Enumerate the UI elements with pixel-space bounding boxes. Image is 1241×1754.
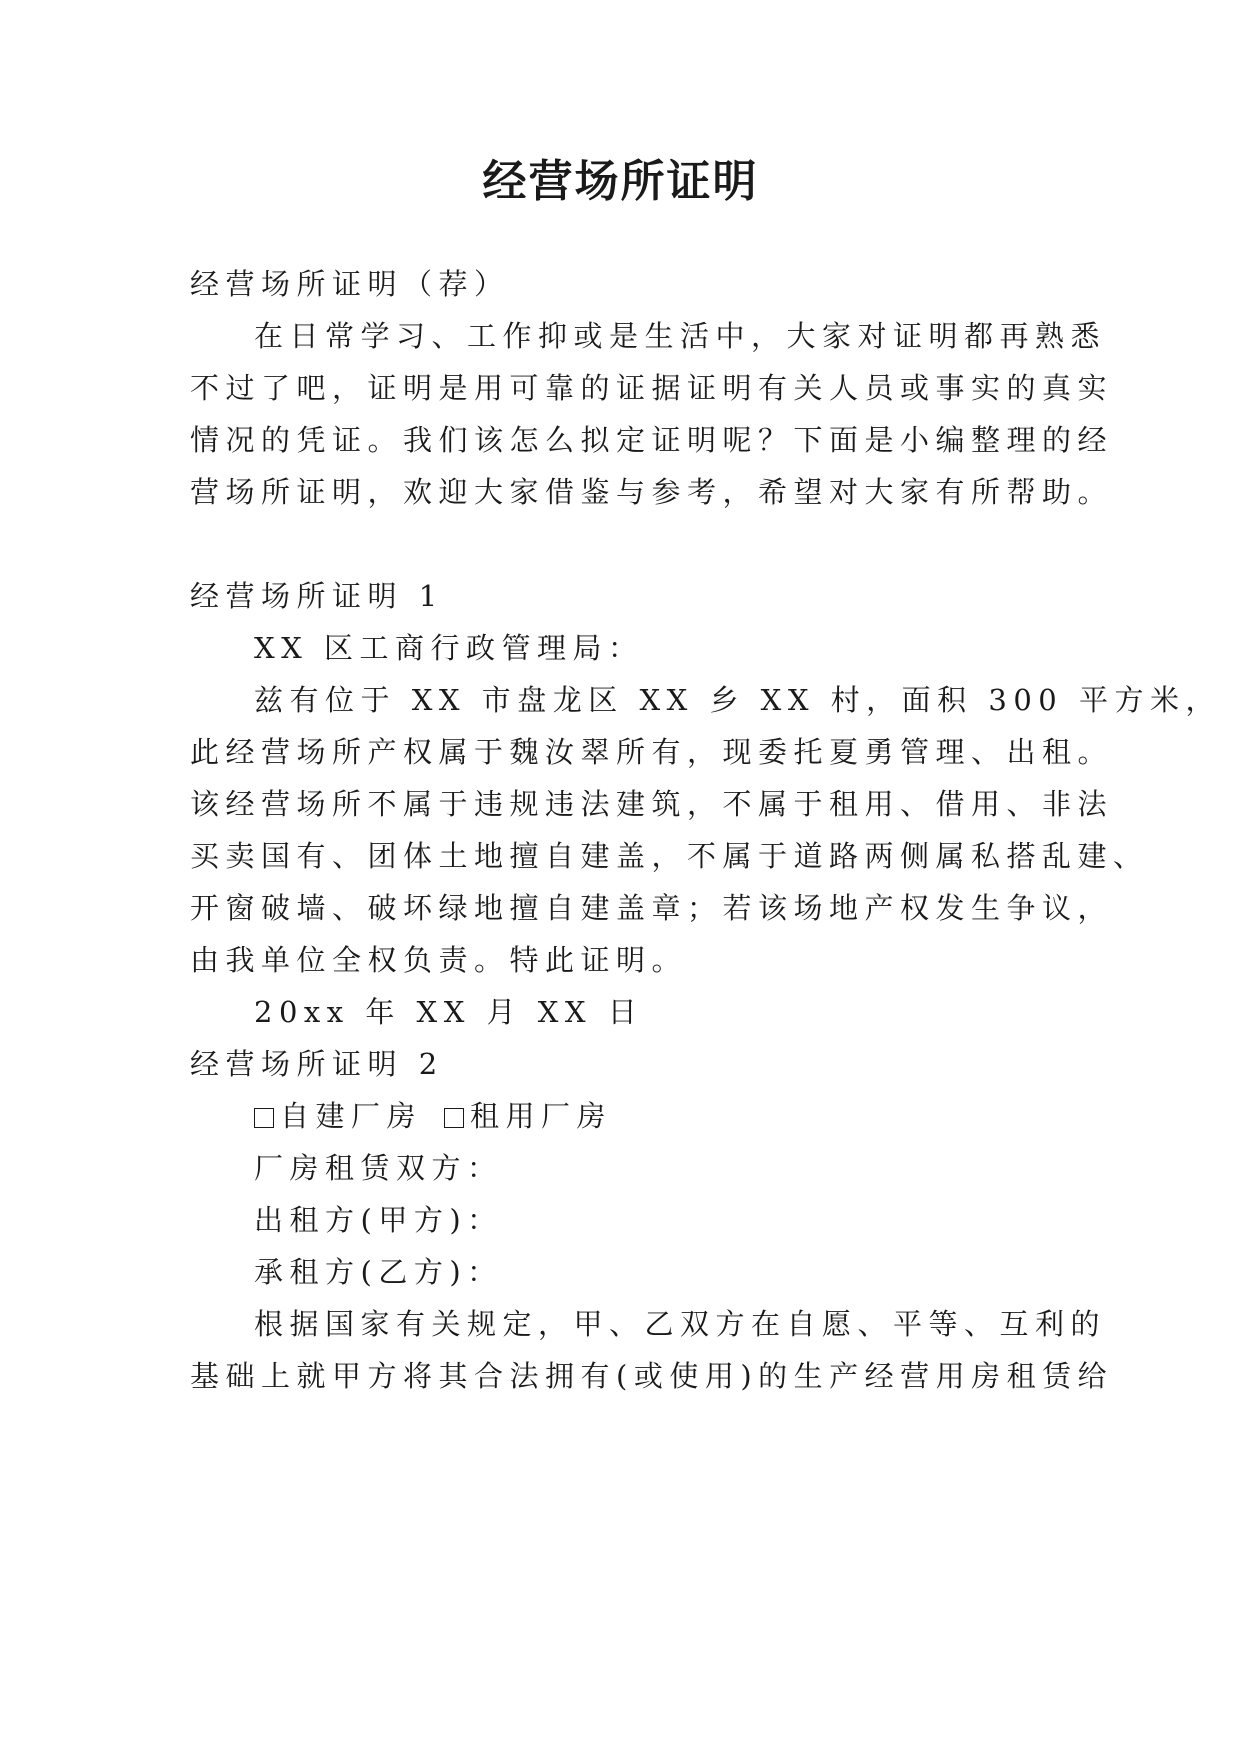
intro-line-2: 不过了吧，证明是用可靠的证据证明有关人员或事实的真实 bbox=[190, 371, 1114, 405]
intro-heading: 经营场所证明（荐） bbox=[190, 267, 510, 301]
checkbox-rented[interactable] bbox=[444, 1108, 464, 1128]
section2-heading: 经营场所证明 2 bbox=[190, 1047, 444, 1081]
section1-line-2: 此经营场所产权属于魏汝翠所有，现委托夏勇管理、出租。 bbox=[190, 735, 1114, 769]
section1-line-5: 开窗破墙、破坏绿地擅自建盖章；若该场地产权发生争议， bbox=[190, 891, 1114, 925]
option-self-built-label: 自建厂房 bbox=[280, 1099, 423, 1133]
section2-lessee: 承租方(乙方)： bbox=[254, 1255, 503, 1289]
document-title: 经营场所证明 bbox=[482, 156, 759, 207]
intro-line-3: 情况的凭证。我们该怎么拟定证明呢？下面是小编整理的经 bbox=[190, 423, 1114, 457]
intro-line-1: 在日常学习、工作抑或是生活中，大家对证明都再熟悉 bbox=[254, 319, 1107, 353]
section1-line-1: 兹有位于 XX 市盘龙区 XX 乡 XX 村，面积 300 平方米， bbox=[254, 683, 1221, 717]
section1-line-3: 该经营场所不属于违规违法建筑，不属于租用、借用、非法 bbox=[190, 787, 1114, 821]
section1-addressee: XX 区工商行政管理局： bbox=[254, 631, 644, 665]
section2-line-2: 基础上就甲方将其合法拥有(或使用)的生产经营用房租赁给 bbox=[190, 1359, 1114, 1393]
section1-line-4: 买卖国有、团体土地擅自建盖，不属于道路两侧属私搭乱建、 bbox=[190, 839, 1149, 873]
section2-options bbox=[254, 1096, 612, 1136]
section2-line-1: 根据国家有关规定，甲、乙双方在自愿、平等、互利的 bbox=[254, 1307, 1107, 1341]
intro-line-4: 营场所证明，欢迎大家借鉴与参考，希望对大家有所帮助。 bbox=[190, 475, 1114, 509]
section2-parties-label: 厂房租赁双方： bbox=[254, 1151, 503, 1185]
checkbox-self-built[interactable] bbox=[254, 1108, 274, 1128]
section1-date: 20xx 年 XX 月 XX 日 bbox=[254, 995, 644, 1029]
section1-line-6: 由我单位全权负责。特此证明。 bbox=[190, 943, 688, 977]
section2-lessor: 出租方(甲方)： bbox=[254, 1203, 503, 1237]
section1-heading: 经营场所证明 1 bbox=[190, 579, 444, 613]
option-rented-label: 租用厂房 bbox=[470, 1099, 613, 1133]
